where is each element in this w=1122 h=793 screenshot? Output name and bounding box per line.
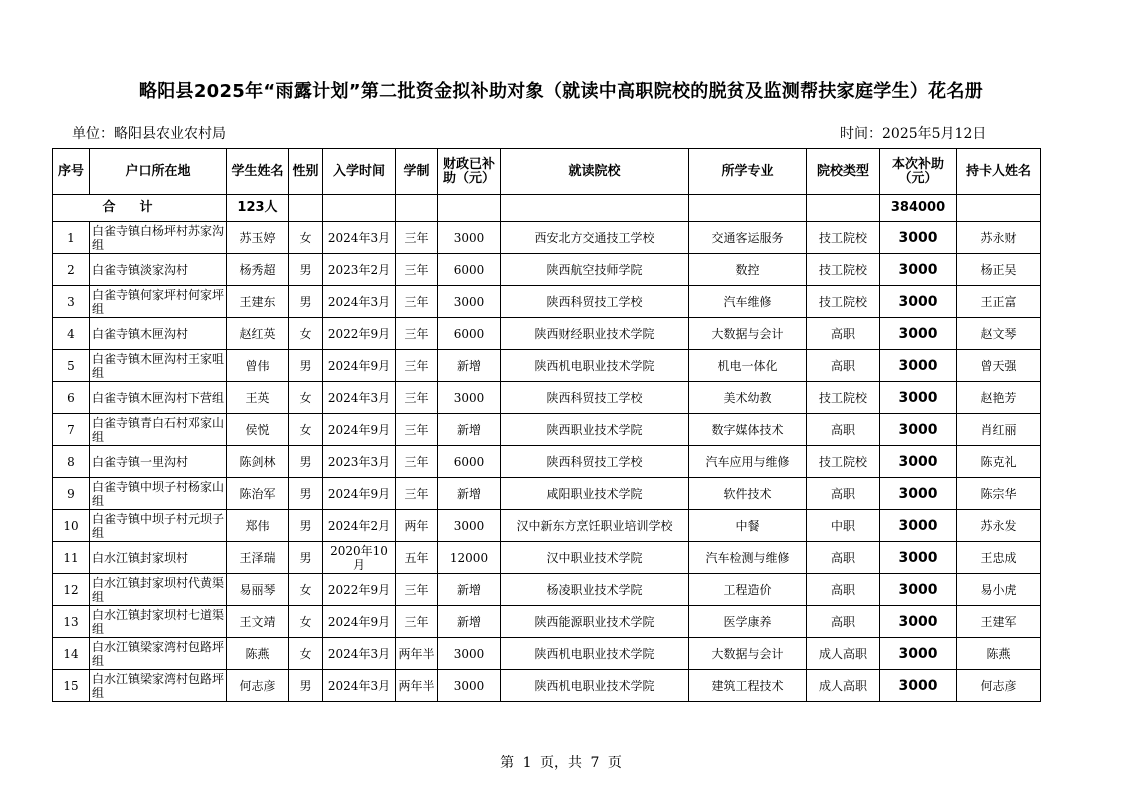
school-name: 陕西航空技师学院 <box>501 254 689 286</box>
row-number: 1 <box>53 222 90 254</box>
household-location: 白雀寺镇中坝子村元坝子组 <box>90 510 227 542</box>
current-subsidy: 3000 <box>880 574 957 606</box>
enrollment-date: 2023年2月 <box>323 254 396 286</box>
table-row <box>53 318 1041 350</box>
previous-subsidy: 3000 <box>438 510 501 542</box>
major: 大数据与会计 <box>689 318 807 350</box>
previous-subsidy: 3000 <box>438 638 501 670</box>
cardholder-name: 肖红丽 <box>957 414 1041 446</box>
cardholder-name: 赵文琴 <box>957 318 1041 350</box>
student-name: 陈燕 <box>227 638 289 670</box>
school-type: 技工院校 <box>807 382 880 414</box>
enrollment-date: 2023年3月 <box>323 446 396 478</box>
program-length: 三年 <box>396 254 438 286</box>
school-name: 陕西财经职业技术学院 <box>501 318 689 350</box>
student-name: 赵红英 <box>227 318 289 350</box>
gender: 女 <box>289 318 323 350</box>
student-name: 曾伟 <box>227 350 289 382</box>
enrollment-date: 2024年3月 <box>323 670 396 702</box>
previous-subsidy: 新增 <box>438 350 501 382</box>
header-cell: 学制 <box>396 149 438 195</box>
row-number: 11 <box>53 542 90 574</box>
household-location: 白雀寺镇木匣沟村下营组 <box>90 382 227 414</box>
gender: 男 <box>289 286 323 318</box>
cardholder-name: 苏永财 <box>957 222 1041 254</box>
student-name: 侯悦 <box>227 414 289 446</box>
school-type: 高职 <box>807 318 880 350</box>
previous-subsidy: 3000 <box>438 222 501 254</box>
gender: 女 <box>289 382 323 414</box>
program-length: 五年 <box>396 542 438 574</box>
total-students: 123人 <box>227 195 289 222</box>
household-location: 白雀寺镇青白石村邓家山组 <box>90 414 227 446</box>
header-cell: 院校类型 <box>807 149 880 195</box>
school-name: 陕西科贸技工学校 <box>501 286 689 318</box>
household-location: 白雀寺镇中坝子村杨家山组 <box>90 478 227 510</box>
cardholder-name: 陈燕 <box>957 638 1041 670</box>
table-row <box>53 670 1041 702</box>
enrollment-date: 2022年9月 <box>323 318 396 350</box>
row-number: 14 <box>53 638 90 670</box>
gender: 男 <box>289 478 323 510</box>
cardholder-name: 陈宗华 <box>957 478 1041 510</box>
table-row <box>53 222 1041 254</box>
school-type: 成人高职 <box>807 638 880 670</box>
table-row <box>53 350 1041 382</box>
school-name: 陕西机电职业技术学院 <box>501 670 689 702</box>
cardholder-name: 何志彦 <box>957 670 1041 702</box>
cardholder-name: 曾天强 <box>957 350 1041 382</box>
total-amount: 384000 <box>880 195 957 222</box>
current-subsidy: 3000 <box>880 318 957 350</box>
household-location: 白雀寺镇木匣沟村王家咀组 <box>90 350 227 382</box>
school-type: 技工院校 <box>807 222 880 254</box>
school-type: 中职 <box>807 510 880 542</box>
previous-subsidy: 6000 <box>438 254 501 286</box>
enrollment-date: 2024年9月 <box>323 350 396 382</box>
school-type: 高职 <box>807 350 880 382</box>
cardholder-name: 苏永发 <box>957 510 1041 542</box>
school-name: 陕西机电职业技术学院 <box>501 350 689 382</box>
student-name: 苏玉婷 <box>227 222 289 254</box>
school-name: 杨凌职业技术学院 <box>501 574 689 606</box>
date-label: 时间：2025年5月12日 <box>840 126 987 142</box>
school-type: 技工院校 <box>807 286 880 318</box>
header-cell: 学生姓名 <box>227 149 289 195</box>
row-number: 9 <box>53 478 90 510</box>
previous-subsidy: 12000 <box>438 542 501 574</box>
table-row <box>53 382 1041 414</box>
header-cell: 所学专业 <box>689 149 807 195</box>
previous-subsidy: 新增 <box>438 414 501 446</box>
current-subsidy: 3000 <box>880 446 957 478</box>
cardholder-name: 陈克礼 <box>957 446 1041 478</box>
current-subsidy: 3000 <box>880 638 957 670</box>
table-row <box>53 638 1041 670</box>
major: 建筑工程技术 <box>689 670 807 702</box>
table-row <box>53 446 1041 478</box>
school-type: 高职 <box>807 574 880 606</box>
enrollment-date: 2024年3月 <box>323 638 396 670</box>
school-type: 高职 <box>807 542 880 574</box>
student-name: 王英 <box>227 382 289 414</box>
current-subsidy: 3000 <box>880 222 957 254</box>
school-type: 高职 <box>807 414 880 446</box>
program-length: 三年 <box>396 286 438 318</box>
household-location: 白雀寺镇白杨坪村苏家沟组 <box>90 222 227 254</box>
household-location: 白雀寺镇淡家沟村 <box>90 254 227 286</box>
gender: 男 <box>289 446 323 478</box>
program-length: 三年 <box>396 222 438 254</box>
student-name: 何志彦 <box>227 670 289 702</box>
row-number: 7 <box>53 414 90 446</box>
cardholder-name: 王正富 <box>957 286 1041 318</box>
cardholder-name: 赵艳芳 <box>957 382 1041 414</box>
table-row <box>53 414 1041 446</box>
student-name: 郑伟 <box>227 510 289 542</box>
program-length: 两年半 <box>396 638 438 670</box>
header-cell: 入学时间 <box>323 149 396 195</box>
major: 机电一体化 <box>689 350 807 382</box>
enrollment-date: 2024年3月 <box>323 286 396 318</box>
enrollment-date: 2024年2月 <box>323 510 396 542</box>
previous-subsidy: 3000 <box>438 670 501 702</box>
header-cell: 财政已补助（元） <box>438 149 501 195</box>
table-row <box>53 254 1041 286</box>
program-length: 两年 <box>396 510 438 542</box>
page-number: 1 <box>522 755 532 771</box>
program-length: 两年半 <box>396 670 438 702</box>
row-number: 13 <box>53 606 90 638</box>
enrollment-date: 2024年3月 <box>323 382 396 414</box>
school-name: 陕西科贸技工学校 <box>501 382 689 414</box>
school-type: 成人高职 <box>807 670 880 702</box>
gender: 男 <box>289 542 323 574</box>
gender: 男 <box>289 670 323 702</box>
document-title: 略阳县2025年“雨露计划”第二批资金拟补助对象（就读中高职院校的脱贫及监测帮扶家庭学生）花名册 <box>138 81 984 102</box>
header-row <box>53 149 1041 195</box>
gender: 男 <box>289 254 323 286</box>
header-cell: 户口所在地 <box>90 149 227 195</box>
table-row <box>53 606 1041 638</box>
school-name: 陕西职业技术学院 <box>501 414 689 446</box>
school-name: 西安北方交通技工学校 <box>501 222 689 254</box>
household-location: 白雀寺镇一里沟村 <box>90 446 227 478</box>
gender: 男 <box>289 510 323 542</box>
table-row <box>53 542 1041 574</box>
major: 医学康养 <box>689 606 807 638</box>
enrollment-date: 2024年9月 <box>323 606 396 638</box>
student-name: 杨秀超 <box>227 254 289 286</box>
student-name: 王建东 <box>227 286 289 318</box>
previous-subsidy: 新增 <box>438 606 501 638</box>
previous-subsidy: 6000 <box>438 318 501 350</box>
current-subsidy: 3000 <box>880 670 957 702</box>
gender: 女 <box>289 574 323 606</box>
student-name: 王文靖 <box>227 606 289 638</box>
enrollment-date: 2024年3月 <box>323 222 396 254</box>
row-number: 10 <box>53 510 90 542</box>
student-name: 王泽瑞 <box>227 542 289 574</box>
major: 数控 <box>689 254 807 286</box>
cardholder-name: 杨正吴 <box>957 254 1041 286</box>
enrollment-date: 2024年9月 <box>323 414 396 446</box>
household-location: 白水江镇封家坝村代黄渠组 <box>90 574 227 606</box>
school-type: 高职 <box>807 478 880 510</box>
table-row <box>53 478 1041 510</box>
current-subsidy: 3000 <box>880 510 957 542</box>
program-length: 三年 <box>396 382 438 414</box>
household-location: 白水江镇封家坝村 <box>90 542 227 574</box>
previous-subsidy: 新增 <box>438 574 501 606</box>
current-subsidy: 3000 <box>880 478 957 510</box>
program-length: 三年 <box>396 318 438 350</box>
current-subsidy: 3000 <box>880 606 957 638</box>
current-subsidy: 3000 <box>880 414 957 446</box>
school-name: 陕西机电职业技术学院 <box>501 638 689 670</box>
row-number: 12 <box>53 574 90 606</box>
major: 大数据与会计 <box>689 638 807 670</box>
row-number: 3 <box>53 286 90 318</box>
header-cell: 就读院校 <box>501 149 689 195</box>
cardholder-name: 易小虎 <box>957 574 1041 606</box>
household-location: 白水江镇梁家湾村包路坪组 <box>90 638 227 670</box>
current-subsidy: 3000 <box>880 382 957 414</box>
major: 交通客运服务 <box>689 222 807 254</box>
row-number: 4 <box>53 318 90 350</box>
program-length: 三年 <box>396 446 438 478</box>
gender: 女 <box>289 638 323 670</box>
table-row <box>53 510 1041 542</box>
previous-subsidy: 3000 <box>438 382 501 414</box>
header-cell: 性别 <box>289 149 323 195</box>
school-name: 陕西能源职业技术学院 <box>501 606 689 638</box>
household-location: 白雀寺镇何家坪村何家坪组 <box>90 286 227 318</box>
gender: 男 <box>289 350 323 382</box>
school-name: 汉中职业技术学院 <box>501 542 689 574</box>
row-number: 6 <box>53 382 90 414</box>
major: 中餐 <box>689 510 807 542</box>
current-subsidy: 3000 <box>880 350 957 382</box>
school-type: 技工院校 <box>807 446 880 478</box>
cardholder-name: 王建军 <box>957 606 1041 638</box>
header-cell: 序号 <box>53 149 90 195</box>
previous-subsidy: 新增 <box>438 478 501 510</box>
major: 汽车检测与维修 <box>689 542 807 574</box>
header-cell: 持卡人姓名 <box>957 149 1041 195</box>
program-length: 三年 <box>396 606 438 638</box>
previous-subsidy: 6000 <box>438 446 501 478</box>
major: 软件技术 <box>689 478 807 510</box>
enrollment-date: 2022年9月 <box>323 574 396 606</box>
household-location: 白水江镇封家坝村七道渠组 <box>90 606 227 638</box>
school-name: 陕西科贸技工学校 <box>501 446 689 478</box>
current-subsidy: 3000 <box>880 254 957 286</box>
major: 工程造价 <box>689 574 807 606</box>
major: 数字媒体技术 <box>689 414 807 446</box>
page-count: 7 <box>590 755 600 771</box>
current-subsidy: 3000 <box>880 286 957 318</box>
roster-table <box>52 148 1041 702</box>
household-location: 白水江镇梁家湾村包路坪组 <box>90 670 227 702</box>
enrollment-date: 2020年10月 <box>323 542 396 574</box>
program-length: 三年 <box>396 574 438 606</box>
major: 汽车应用与维修 <box>689 446 807 478</box>
school-type: 技工院校 <box>807 254 880 286</box>
header-cell: 本次补助（元） <box>880 149 957 195</box>
program-length: 三年 <box>396 414 438 446</box>
student-name: 易丽琴 <box>227 574 289 606</box>
row-number: 15 <box>53 670 90 702</box>
gender: 女 <box>289 414 323 446</box>
school-name: 咸阳职业技术学院 <box>501 478 689 510</box>
household-location: 白雀寺镇木匣沟村 <box>90 318 227 350</box>
table-row <box>53 286 1041 318</box>
major: 美术幼教 <box>689 382 807 414</box>
program-length: 三年 <box>396 350 438 382</box>
page-footer: 第 1 页，共 7 页 <box>500 755 622 771</box>
gender: 女 <box>289 222 323 254</box>
student-name: 陈治军 <box>227 478 289 510</box>
total-label: 合计 <box>53 195 227 222</box>
unit-label: 单位：略阳县农业农村局 <box>72 126 226 142</box>
enrollment-date: 2024年9月 <box>323 478 396 510</box>
row-number: 8 <box>53 446 90 478</box>
school-type: 高职 <box>807 606 880 638</box>
previous-subsidy: 3000 <box>438 286 501 318</box>
school-name: 汉中新东方烹饪职业培训学校 <box>501 510 689 542</box>
student-name: 陈剑林 <box>227 446 289 478</box>
major: 汽车维修 <box>689 286 807 318</box>
current-subsidy: 3000 <box>880 542 957 574</box>
row-number: 2 <box>53 254 90 286</box>
table-row <box>53 574 1041 606</box>
row-number: 5 <box>53 350 90 382</box>
cardholder-name: 王忠成 <box>957 542 1041 574</box>
total-row <box>53 195 1041 222</box>
program-length: 三年 <box>396 478 438 510</box>
gender: 女 <box>289 606 323 638</box>
